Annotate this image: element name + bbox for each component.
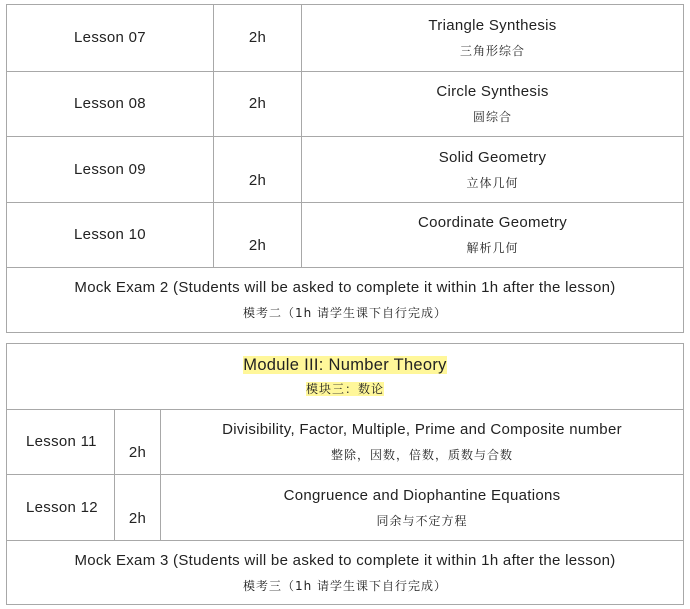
module-header-row — [7, 344, 684, 410]
table-row — [7, 475, 684, 541]
topic-cell — [302, 137, 684, 203]
topic-title: Divisibility, Factor, Multiple, Prime and Composite number — [222, 421, 622, 438]
topic-subtitle: 同余与不定方程 — [376, 513, 468, 528]
mock-exam-row — [7, 268, 684, 333]
lesson-cell — [7, 5, 214, 72]
lesson-label: Lesson 10 — [74, 226, 146, 243]
duration-label: 2h — [128, 444, 147, 461]
topic-subtitle: 立体几何 — [466, 175, 519, 190]
curriculum-table-module-3 — [6, 343, 684, 605]
topic-subtitle: 三角形综合 — [459, 44, 525, 58]
mock-exam-cell — [7, 541, 684, 605]
mock-exam-subtitle: 模考三（1h 请学生课下自行完成） — [242, 578, 448, 593]
mock-exam-row — [7, 541, 684, 605]
topic-title: Triangle Synthesis — [428, 17, 557, 34]
mock-exam-subtitle: 模考二（1h 请学生课下自行完成） — [242, 306, 448, 320]
module-subtitle: 模块三：数论 — [306, 382, 385, 396]
lesson-cell — [7, 137, 214, 203]
topic-title: Coordinate Geometry — [417, 214, 568, 231]
topic-title: Congruence and Diophantine Equations — [283, 486, 561, 504]
topic-subtitle: 整除，因数，倍数，质数与合数 — [331, 448, 514, 462]
table-row — [7, 137, 684, 203]
lesson-label: Lesson 12 — [26, 498, 98, 516]
duration-label: 2h — [248, 29, 267, 46]
table-row — [7, 5, 684, 72]
topic-subtitle: 圆综合 — [472, 110, 512, 124]
lesson-label: Lesson 11 — [26, 433, 97, 450]
topic-cell — [161, 475, 684, 541]
module-header-cell — [7, 344, 684, 410]
duration-label: 2h — [248, 237, 267, 254]
duration-cell — [115, 410, 161, 475]
topic-cell — [161, 410, 684, 475]
topic-cell — [302, 72, 684, 137]
module-title: Module III: Number Theory — [243, 356, 447, 374]
duration-cell — [214, 72, 302, 137]
duration-cell — [115, 475, 161, 541]
duration-label: 2h — [248, 171, 267, 189]
mock-exam-title: Mock Exam 3 (Students will be asked to complete it within 1h after the lesson) — [74, 551, 616, 569]
table-row — [7, 410, 684, 475]
topic-title: Solid Geometry — [438, 148, 547, 166]
topic-title: Circle Synthesis — [436, 83, 549, 100]
lesson-cell — [7, 475, 115, 541]
lesson-label: Lesson 09 — [74, 160, 146, 178]
duration-label: 2h — [128, 509, 147, 527]
lesson-cell — [7, 72, 214, 137]
duration-cell — [214, 137, 302, 203]
curriculum-table-module-2 — [6, 4, 684, 333]
mock-exam-title: Mock Exam 2 (Students will be asked to complete it within 1h after the lesson) — [74, 279, 616, 296]
table-row — [7, 203, 684, 268]
duration-label: 2h — [248, 95, 267, 112]
lesson-label: Lesson 08 — [74, 95, 146, 112]
table-row — [7, 72, 684, 137]
duration-cell — [214, 203, 302, 268]
mock-exam-cell — [7, 268, 684, 333]
duration-cell — [214, 5, 302, 72]
topic-cell — [302, 203, 684, 268]
topic-subtitle: 解析几何 — [466, 241, 519, 255]
lesson-label: Lesson 07 — [74, 29, 146, 46]
lesson-cell — [7, 203, 214, 268]
topic-cell — [302, 5, 684, 72]
lesson-cell — [7, 410, 115, 475]
